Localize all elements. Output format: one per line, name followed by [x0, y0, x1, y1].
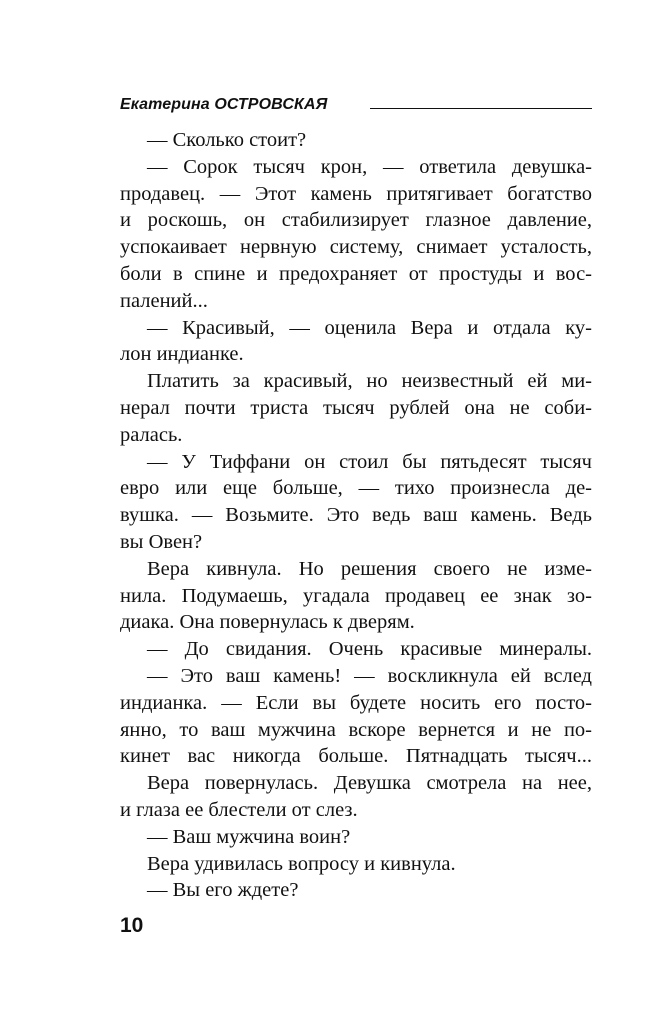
text-line: Вера удивилась вопросу и кивнула. — [147, 852, 456, 875]
body-text — [120, 127, 592, 904]
text-line: Платить за красивый, но неизвестный ей ми- — [147, 370, 592, 393]
text-line: боли в спине и предохраняет от простуды и вос- — [120, 262, 592, 285]
header-rule — [370, 108, 592, 109]
text-line: — До свидания. Очень красивые минералы. — [147, 638, 592, 661]
text-line: диака. Она повернулась к дверям. — [120, 611, 415, 634]
text-line: — Красивый, — оценила Вера и отдала ку- — [147, 316, 592, 339]
text-line: — Вы его ждете? — [147, 879, 299, 902]
text-line: палений... — [120, 289, 208, 312]
text-line: вы Овен? — [120, 530, 203, 553]
text-line: успокаивает нервную систему, снимает усталость, — [120, 236, 592, 259]
author-name: Екатерина ОСТРОВСКАЯ — [120, 96, 328, 113]
text-line: продавец. — Этот камень притягивает богатство — [120, 182, 592, 205]
text-line: — Это ваш камень! — воскликнула ей вслед — [147, 664, 592, 687]
text-line: Вера кивнула. Но решения своего не изме- — [147, 557, 592, 580]
text-line: индианка. — Если вы будете носить его посто- — [120, 691, 592, 714]
running-header — [120, 94, 592, 116]
text-line: Вера повернулась. Девушка смотрела на нее, — [147, 772, 592, 795]
text-line: нила. Подумаешь, угадала продавец ее знак зо- — [120, 584, 592, 607]
text-line: нерал почти триста тысяч рублей она не соби- — [120, 396, 592, 419]
page-number: 10 — [120, 914, 144, 937]
text-line: евро или еще больше, — тихо произнесла де- — [120, 477, 592, 500]
text-line: — У Тиффани он стоил бы пятьдесят тысяч — [147, 450, 592, 473]
text-line: лон индианке. — [120, 343, 244, 366]
text-line: янно, то ваш мужчина вскоре вернется и не по- — [120, 718, 592, 741]
text-line: кинет вас никогда больше. Пятнадцать тысяч... — [120, 745, 592, 768]
text-line: вушка. — Возьмите. Это ведь ваш камень. Ведь — [120, 504, 592, 527]
text-line: и глаза ее блестели от слез. — [120, 798, 358, 821]
text-line: — Сорок тысяч крон, — ответила девушка- — [147, 155, 592, 178]
text-line: — Сколько стоит? — [147, 129, 307, 151]
text-line: и роскошь, он стабилизирует глазное давление, — [120, 209, 592, 232]
text-line: — Ваш мужчина воин? — [147, 825, 351, 848]
text-line: ралась. — [120, 423, 183, 446]
